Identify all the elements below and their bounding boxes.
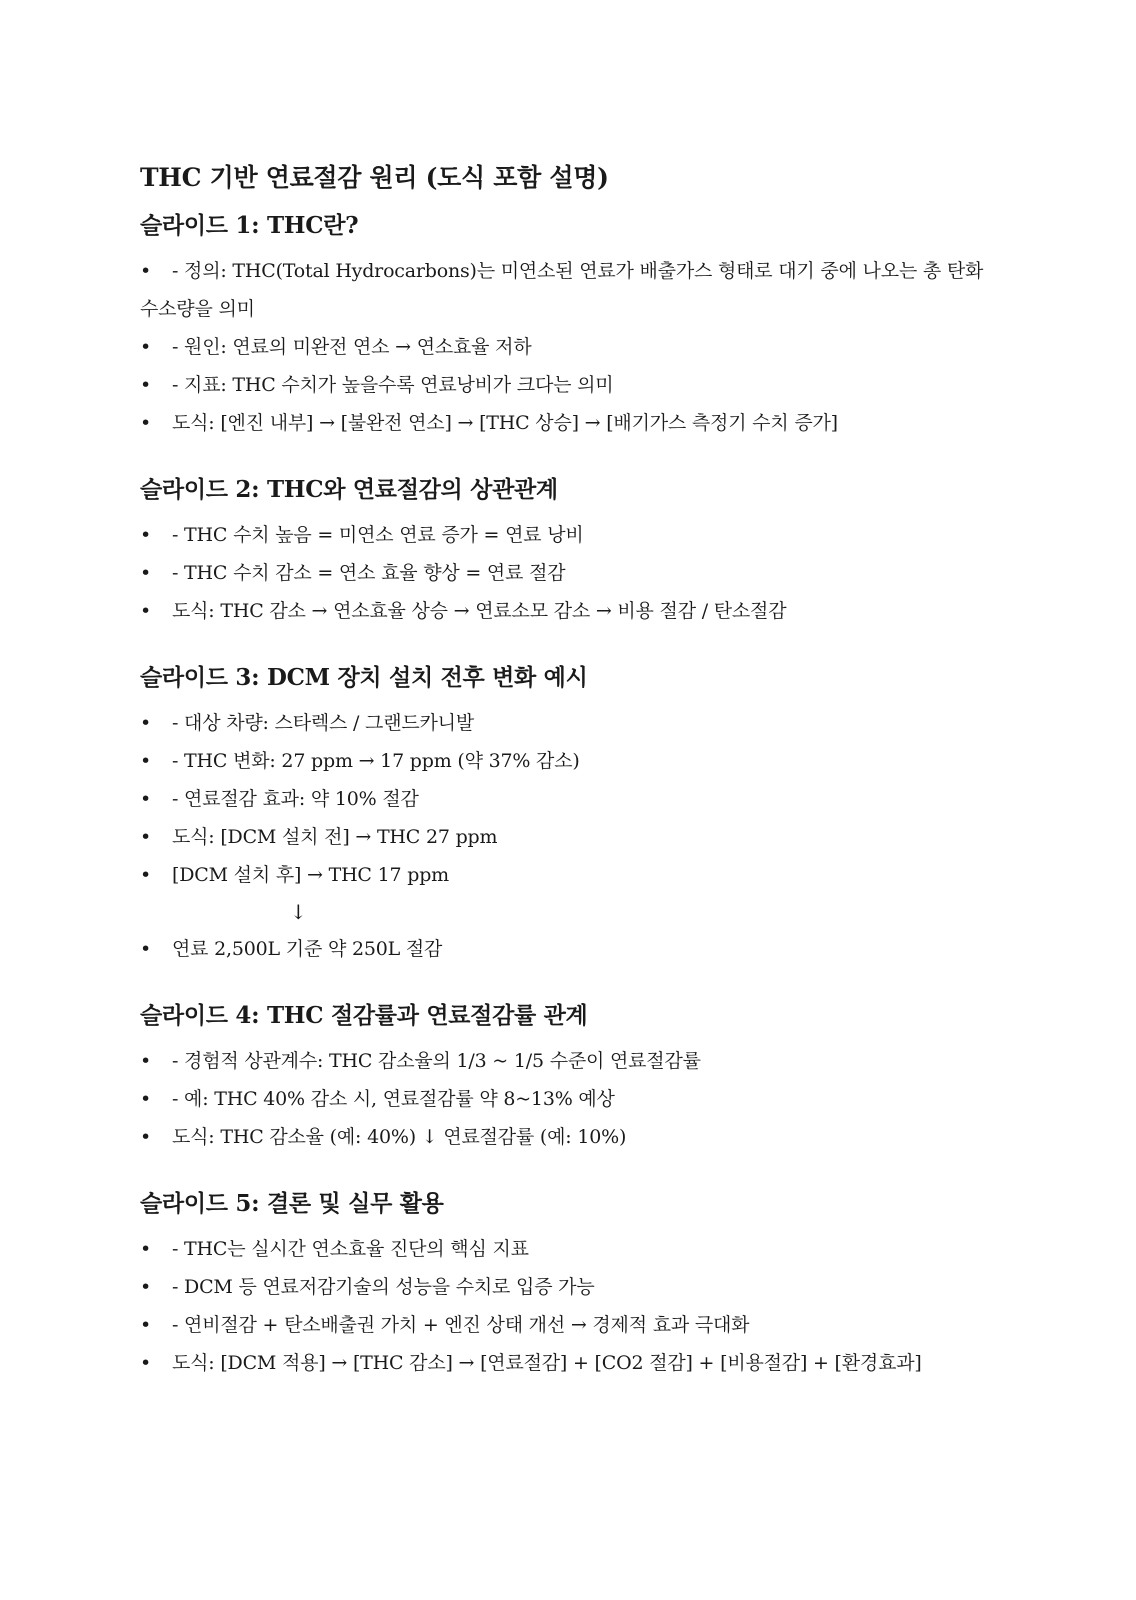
list-item: • 도식: [DCM 적용] → [THC 감소] → [연료절감] + [CO2 절감] + [비용절감] + [환경효과] [140, 1344, 1000, 1382]
list-item: • - 연비절감 + 탄소배출권 가치 + 엔진 상태 개선 → 경제적 효과 극대화 [140, 1306, 1000, 1344]
slide-section-5 [140, 1184, 1000, 1382]
slide-section-4 [140, 996, 1000, 1156]
slide-title: 슬라이드 1: THC란? [140, 212, 359, 239]
bullet-icon: • [140, 1314, 152, 1336]
list-item: • - 원인: 연료의 미완전 연소 → 연소효율 저하 [140, 328, 1000, 366]
list-item: • 도식: [엔진 내부] → [불완전 연소] → [THC 상승] → [배기가스 측정기 수치 증가] [140, 404, 1000, 442]
list-item: • - 대상 차량: 스타렉스 / 그랜드카니발 [140, 704, 1000, 742]
bullet-list [140, 516, 1000, 630]
slide-section-1 [140, 206, 1000, 442]
bullet-icon: • [140, 1088, 152, 1110]
bullet-icon: • [140, 1050, 152, 1072]
document-page [140, 160, 1000, 1410]
list-item: • - 지표: THC 수치가 높을수록 연료낭비가 크다는 의미 [140, 366, 1000, 404]
bullet-icon: • [140, 712, 152, 734]
list-item: • - THC 수치 감소 = 연소 효율 향상 = 연료 절감 [140, 554, 1000, 592]
bullet-icon: • [140, 562, 152, 584]
slide-section-3 [140, 658, 1000, 968]
slide-title: 슬라이드 5: 결론 및 실무 활용 [140, 1190, 444, 1217]
list-item: • 도식: THC 감소율 (예: 40%) ↓ 연료절감률 (예: 10%) [140, 1118, 1000, 1156]
bullet-icon: • [140, 750, 152, 772]
bullet-list [140, 1230, 1000, 1382]
bullet-icon: • [140, 412, 152, 434]
bullet-list [140, 1042, 1000, 1156]
list-item: • - 정의: THC(Total Hydrocarbons)는 미연소된 연료가 배출가스 형태로 대기 중에 나오는 총 탄화수소량을 의미 [140, 252, 1000, 328]
slide-section-2 [140, 470, 1000, 630]
list-item: • - 연료절감 효과: 약 10% 절감 [140, 780, 1000, 818]
bullet-icon: • [140, 826, 152, 848]
list-item: • - THC는 실시간 연소효율 진단의 핵심 지표 [140, 1230, 1000, 1268]
list-item: • - THC 변화: 27 ppm → 17 ppm (약 37% 감소) [140, 742, 1000, 780]
list-item: • - THC 수치 높음 = 미연소 연료 증가 = 연료 낭비 [140, 516, 1000, 554]
bullet-list [140, 704, 1000, 894]
slide-title: 슬라이드 2: THC와 연료절감의 상관관계 [140, 476, 558, 503]
bullet-icon: • [140, 336, 152, 358]
slide-title: 슬라이드 3: DCM 장치 설치 전후 변화 예시 [140, 664, 588, 691]
bullet-icon: • [140, 864, 152, 886]
bullet-icon: • [140, 1126, 152, 1148]
bullet-icon: • [140, 788, 152, 810]
bullet-list [140, 252, 1000, 442]
bullet-icon: • [140, 524, 152, 546]
bullet-icon: • [140, 938, 152, 960]
slide-title: 슬라이드 4: THC 절감률과 연료절감률 관계 [140, 1002, 588, 1029]
list-item: • - DCM 등 연료저감기술의 성능을 수치로 입증 가능 [140, 1268, 1000, 1306]
list-item: • 도식: [DCM 설치 전] → THC 27 ppm [140, 818, 1000, 856]
list-item: • [DCM 설치 후] → THC 17 ppm [140, 856, 1000, 894]
list-item: • 도식: THC 감소 → 연소효율 상승 → 연료소모 감소 → 비용 절감 / 탄소절감 [140, 592, 1000, 630]
bullet-icon: • [140, 1276, 152, 1298]
bullet-icon: • [140, 260, 152, 282]
bullet-icon: • [140, 1352, 152, 1374]
bullet-icon: • [140, 600, 152, 622]
down-arrow-icon: ↓ [290, 900, 307, 924]
bullet-icon: • [140, 374, 152, 396]
list-item: • 연료 2,500L 기준 약 250L 절감 [140, 930, 1000, 968]
list-item: • - 예: THC 40% 감소 시, 연료절감률 약 8~13% 예상 [140, 1080, 1000, 1118]
document-title: THC 기반 연료절감 원리 (도식 포함 설명) [140, 163, 609, 192]
list-item: • - 경험적 상관계수: THC 감소율의 1/3 ~ 1/5 수준이 연료절감률 [140, 1042, 1000, 1080]
bullet-icon: • [140, 1238, 152, 1260]
bullet-list [140, 930, 1000, 968]
